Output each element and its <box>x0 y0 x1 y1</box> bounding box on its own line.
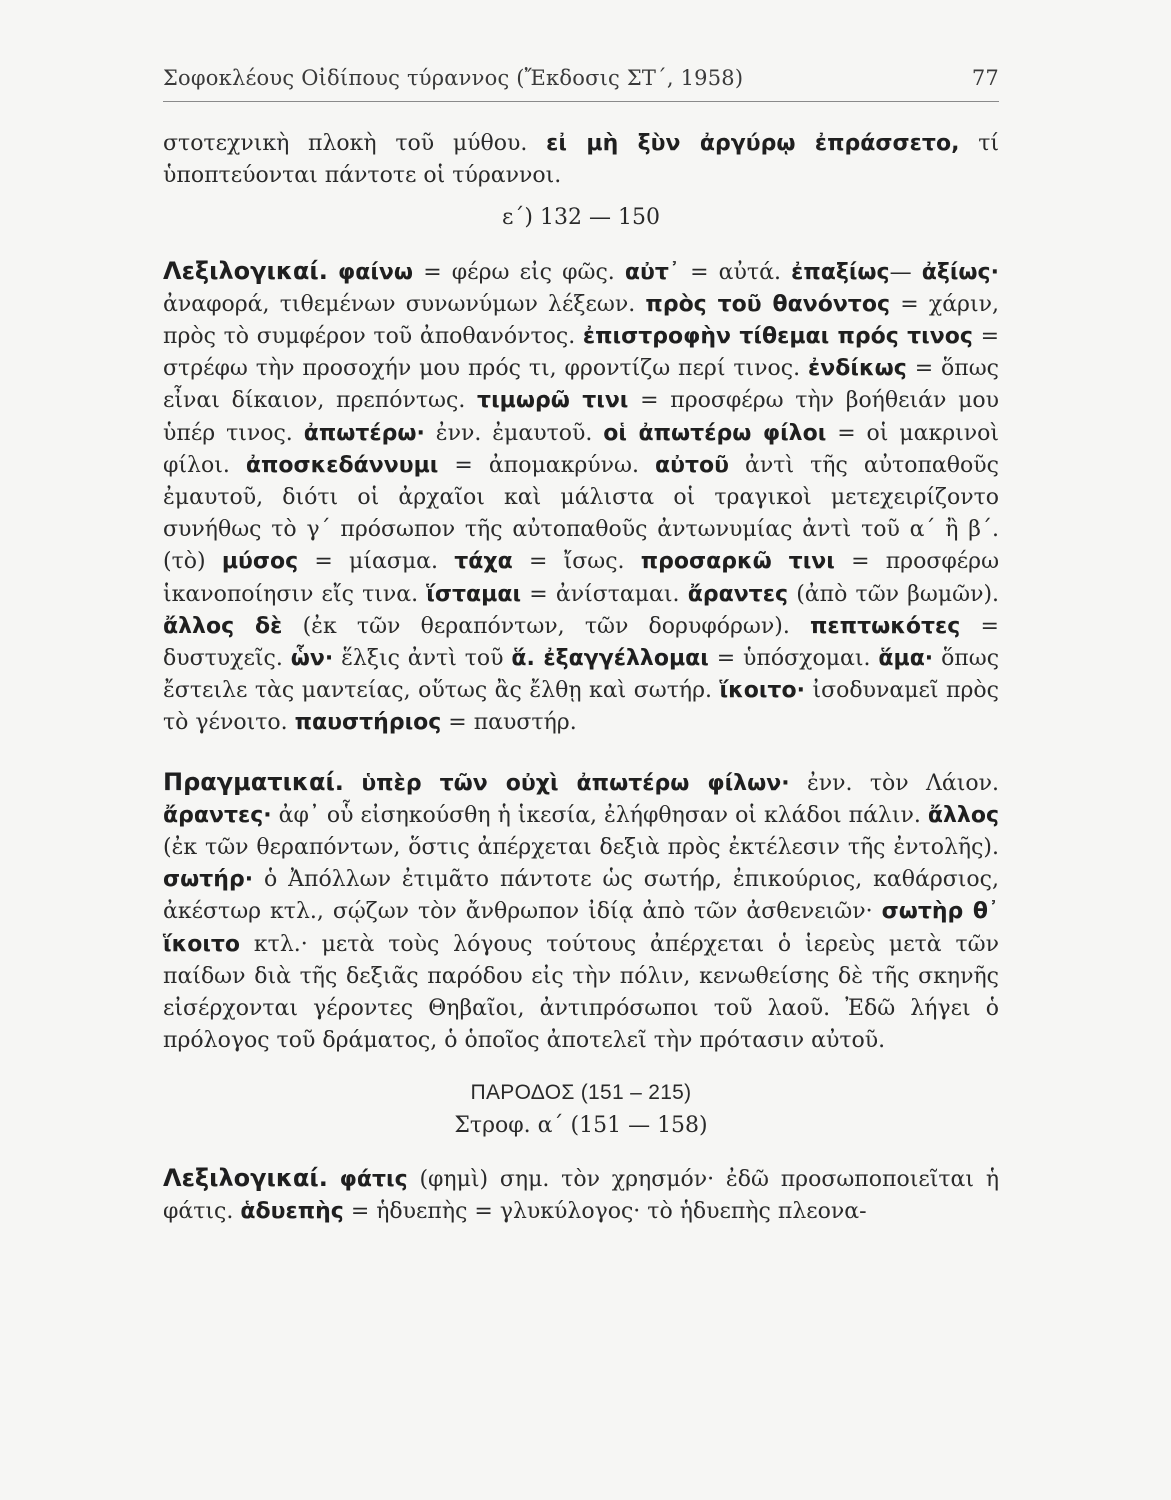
header-rule <box>163 101 999 102</box>
bold-term: ἵκοιτο· <box>719 678 805 704</box>
bold-term: ὧν· <box>290 646 334 672</box>
bold-term: ἐπαξίως <box>791 259 890 285</box>
bold-term: προσαρκῶ τινι <box>640 549 835 575</box>
bold-term: ἅ. ἐξαγγέλλομαι <box>511 646 709 672</box>
section-heading: Λεξιλογικαί. <box>163 1163 328 1192</box>
bold-term: τάχα <box>454 549 513 575</box>
parodos-title: ΠΑΡΟΔΟΣ (151 – 215) <box>470 1081 692 1105</box>
bold-term: φάτις <box>339 1166 408 1192</box>
strophe-title: Στροφ. α΄ (151 — 158) <box>454 1112 708 1138</box>
bold-term: μύσος <box>221 549 299 575</box>
bold-term: τιμωρῶ τινι <box>477 388 629 414</box>
intro-paragraph <box>163 128 999 192</box>
bold-term: ἐνδίκως <box>808 356 907 382</box>
bold-term: ἄραντες <box>687 581 789 607</box>
bold-term: ἄραντες· <box>163 802 272 828</box>
bold-term: σωτὴρ θ᾿ ἵκοιτο <box>163 899 1000 957</box>
bold-term: σωτήρ· <box>163 867 254 893</box>
bold-term: ἐπιστροφὴν τίθεμαι πρός τινος <box>582 324 973 350</box>
text-run: τί ὑποπτεύονται πάντοτε οἱ τύραννοι. <box>163 131 999 189</box>
bold-term: οἱ ἀπωτέρω φίλοι <box>603 420 827 446</box>
factual-paragraph: Πραγματικαί. ὑπὲρ τῶν οὐχὶ ἀπωτέρω φίλων· ἐνν. τὸν Λάιον. ἄραντες· ἀφ᾿ οὗ εἰσηκούσθη ἡ ἱκεσία, ἐλήφθησαν οἱ κλάδοι πάλιν. ἄλλος (ἐκ τῶν θεραπόντων, ὅστις ἀπέρχεται δεξιὰ πρὸς ἐκτέλεσιν τῆς ἐντολῆς). σωτήρ· ὁ Ἀπόλλων ἐτιμᾶτο πάντοτε ὡς σωτήρ, ἐπικούριος, καθάρσιος, ἀκέστωρ κτλ., σῴζων τὸν ἄνθρωπον ἰδίᾳ ἀπὸ τῶν ἀσθενειῶν· σωτὴρ θ᾿ ἵκοιτο κτλ.· μετὰ τοὺς λόγους τούτους ἀπέρχεται ὁ ἱερεὺς μετὰ τῶν παίδων διὰ τῆς δεξιᾶς παρόδου εἰς τὴν πόλιν, κενωθείσης δὲ τῆς σκηνῆς εἰσέρχονται γέροντες Θηβαῖοι, ἀντιπρόσωποι τοῦ λαοῦ. Ἐδῶ λήγει ὁ πρόλογος τοῦ δράματος, ὁ ὁποῖος ἀποτελεῖ τὴν πρότασιν αὐτοῦ. <box>163 767 1000 1054</box>
lexical-paragraph-2: Λεξιλογικαί. φάτις (φημὶ) σημ. τὸν χρησμόν· ἐδῶ προσωποποιεῖται ἡ φάτις. ἁδυεπὴς = ἡδυεπὴς = γλυκύλογος· τὸ ἡδυεπὴς πλεονα- <box>163 1163 999 1225</box>
bold-term: ἄλλος <box>927 802 1000 828</box>
bold-term: ἅμα· <box>878 646 934 672</box>
bold-term: παυστήριος <box>294 710 442 736</box>
bold-term: ἁδυεπὴς <box>240 1199 344 1225</box>
bold-term: ἀπωτέρω· <box>303 420 425 446</box>
page-number: 77 <box>971 66 999 90</box>
section-heading: Λεξιλογικαί. <box>163 256 328 285</box>
bold-term: αὐτοῦ <box>655 452 729 478</box>
section-e-title: ε΄) 132 — 150 <box>502 205 660 231</box>
section-heading: Πραγματικαί. <box>163 767 344 796</box>
lexical-paragraph-1: Λεξιλογικαί. φαίνω = φέρω εἰς φῶς. αὐτ᾿ = αὐτά. ἐπαξίως— ἀξίως· ἀναφορά, τιθεμένων συνωνύμων λέξεων. πρὸς τοῦ θανόντος = χάριν, πρὸς τὸ συμφέρον τοῦ ἀποθανόντος. ἐπιστροφὴν τίθεμαι πρός τινος = στρέφω τὴν προσοχήν μου πρός τι, φροντίζω περί τινος. ἐνδίκως = ὅπως εἶναι δίκαιον, πρεπόντως. τιμωρῶ τινι = προσφέρω τὴν βοήθειάν μου ὑπέρ τινος. ἀπωτέρω· ἐνν. ἐμαυτοῦ. οἱ ἀπωτέρω φίλοι = οἱ μακρινοὶ φίλοι. ἀποσκεδάννυμι = ἀπομακρύνω. αὐτοῦ ἀντὶ τῆς αὐτοπαθοῦς ἐμαυτοῦ, διότι οἱ ἀρχαῖοι καὶ μάλιστα οἱ τραγικοὶ μετεχειρίζοντο συνήθως τὸ γ΄ πρόσωπον τῆς αὐτοπαθοῦς ἀντωνυμίας ἀντὶ τοῦ α΄ ἢ β΄. (τὸ) μύσος = μίασμα. τάχα = ἴσως. προσαρκῶ τινι = προσφέρω ἱκανοποίησιν εἴς τινα. ἵσταμαι = ἀνίσταμαι. ἄραντες (ἀπὸ τῶν βωμῶν). ἄλλος δὲ (ἐκ τῶν θεραπόντων, τῶν δορυφόρων). πεπτωκότες = δυστυχεῖς. ὧν· ἕλξις ἀντὶ τοῦ ἅ. ἐξαγγέλλομαι = ὑπόσχομαι. ἅμα· ὅπως ἔστειλε τὰς μαντείας, οὕτως ἂς ἔλθῃ καὶ σωτήρ. ἵκοιτο· ἰσοδυναμεῖ πρὸς τὸ γένοιτο. παυστήριος = παυστήρ. <box>163 256 1000 736</box>
body-text <box>163 128 999 1228</box>
bold-term: ὑπὲρ τῶν οὐχὶ ἀπωτέρω φίλων· <box>361 770 790 796</box>
bold-term: εἰ μὴ ξὺν ἀργύρῳ ἐπράσσετο, <box>546 131 960 156</box>
bold-term: φαίνω <box>338 259 414 285</box>
bold-term: πεπτωκότες <box>810 613 961 639</box>
bold-term: ἀποσκεδάννυμι <box>245 452 439 478</box>
bold-term: αὐτ᾿ <box>624 259 680 285</box>
text-run: στοτεχνικὴ πλοκὴ τοῦ μύθου. <box>163 131 528 156</box>
bold-term: πρὸς τοῦ θανόντος <box>645 291 890 317</box>
bold-term: ἀξίως· <box>921 259 999 285</box>
bold-term: ἄλλος δὲ <box>163 613 283 639</box>
running-title: Σοφοκλέους Οἰδίπους τύραννος (Ἔκδοσις ΣΤ΄, 1958) <box>163 66 744 90</box>
bold-term: ἵσταμαι <box>426 581 522 607</box>
running-header <box>163 66 999 90</box>
